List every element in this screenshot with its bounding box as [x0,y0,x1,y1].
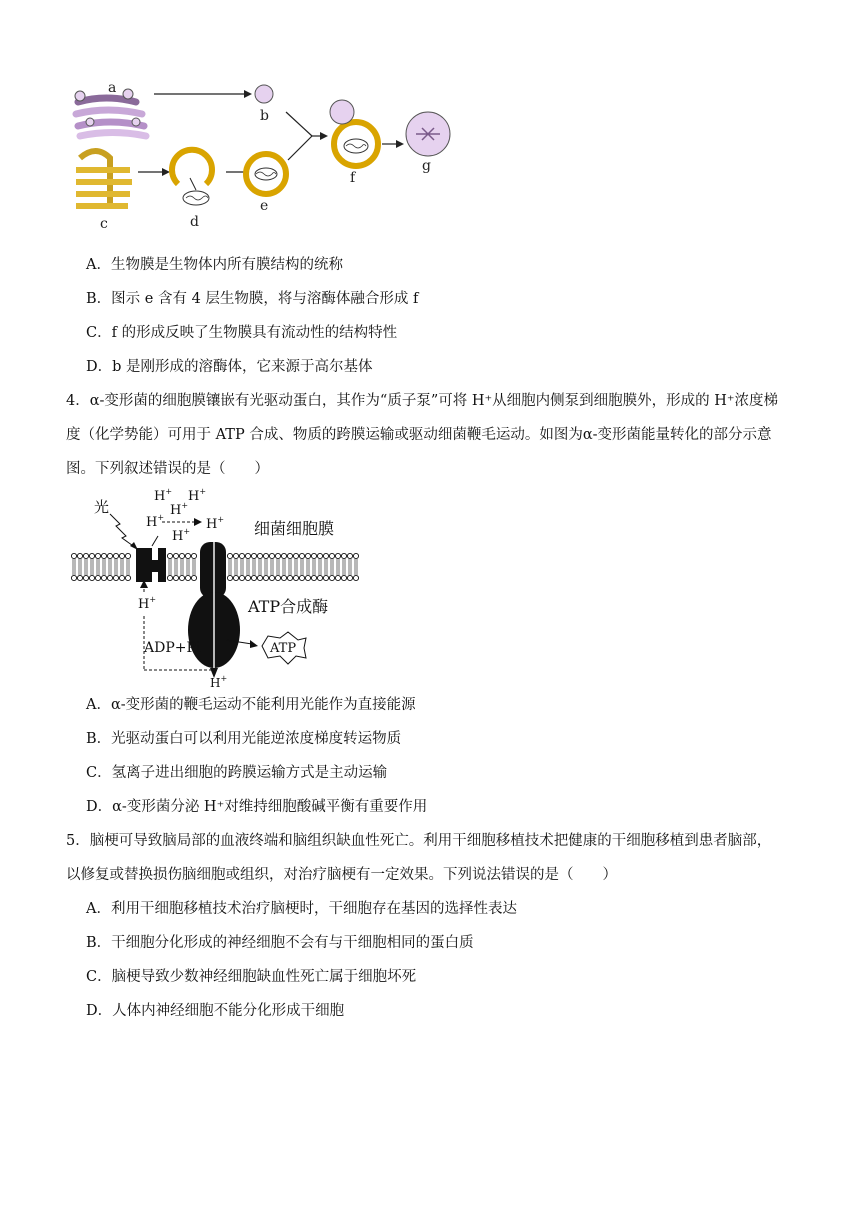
svg-text:H+: H+ [172,527,191,544]
q5-stem-line-1: 5．脑梗可导致脑局部的血液终端和脑组织缺血性死亡。利用干细胞移植技术把健康的干细胞移植到患者脑部， [66,833,772,849]
adp-label: ADP+Pi [144,640,201,656]
q4-option-a: A．α-变形菌的鞭毛运动不能利用光能作为直接能源 [86,697,416,713]
q5-stem-line-2: 以修复或替换损伤脑细胞或组织，对治疗脑梗有一定效果。下列说法错误的是（ ） [66,867,617,883]
q4-option-d: D．α-变形菌分泌 H⁺对维持细胞酸碱平衡有重要作用 [86,799,428,815]
label-e: e [260,198,269,214]
mitochondrion-d [183,191,209,205]
svg-text:H+: H+ [210,674,228,688]
q4-option-c: C．氢离子进出细胞的跨膜运输方式是主动运输 [86,765,388,781]
q3-option-d: D．b 是刚形成的溶酶体，它来源于高尔基体 [86,359,373,375]
label-b: b [260,108,269,124]
label-d: d [190,214,199,230]
q4-stem-line-2: 度（化学势能）可用于 ATP 合成、物质的跨膜运输或驱动细菌鞭毛运动。如图为α-变形菌能量转化的部分示意 [66,427,772,443]
q4-stem-line-3: 图。下列叙述错误的是（ ） [66,461,269,477]
q5-option-d: D．人体内神经细胞不能分化形成干细胞 [86,1003,345,1019]
light-driven-protein [136,548,166,582]
q3-option-c: C．f 的形成反映了生物膜具有流动性的结构特性 [86,325,398,341]
lysosome-b [255,85,273,103]
q3-option-a: A．生物膜是生物体内所有膜结构的统称 [86,257,343,273]
light-label: 光 [94,498,110,516]
proton-pump-figure [66,480,366,688]
atp-label: ATP [270,641,297,656]
enzyme-label: ATP合成酶 [248,597,329,616]
q5-option-c: C．脑梗导致少数神经细胞缺血性死亡属于细胞坏死 [86,969,417,985]
autophagy-figure [66,74,466,234]
label-g: g [422,158,431,174]
svg-text:H+: H+ [138,595,157,612]
membrane-label: 细菌细胞膜 [254,519,335,538]
q5-option-b: B．干细胞分化形成的神经细胞不会有与干细胞相同的蛋白质 [86,935,474,951]
q5-option-a: A．利用干细胞移植技术治疗脑梗时，干细胞存在基因的选择性表达 [86,901,517,917]
label-c: c [100,216,108,232]
q4-stem-line-1: 4．α-变形菌的细胞膜镶嵌有光驱动蛋白，其作为“质子泵”可将 H⁺从细胞内侧泵到细胞膜外，形成的 H⁺浓度梯 [66,393,779,409]
svg-text:H+: H+ [146,513,165,530]
svg-text:H+: H+ [188,487,207,504]
svg-text:H+: H+ [170,501,189,518]
atp-synthase-channel [200,542,226,598]
endoplasmic-reticulum [76,151,132,206]
q3-option-b: B．图示 e 含有 4 层生物膜，将与溶酶体融合形成 f [86,291,419,307]
label-f: f [350,170,356,186]
label-a: a [108,80,117,96]
golgi-apparatus [75,89,146,136]
svg-text:H+: H+ [206,515,225,532]
q4-option-b: B．光驱动蛋白可以利用光能逆浓度梯度转运物质 [86,731,402,747]
svg-text:H+: H+ [154,487,173,504]
